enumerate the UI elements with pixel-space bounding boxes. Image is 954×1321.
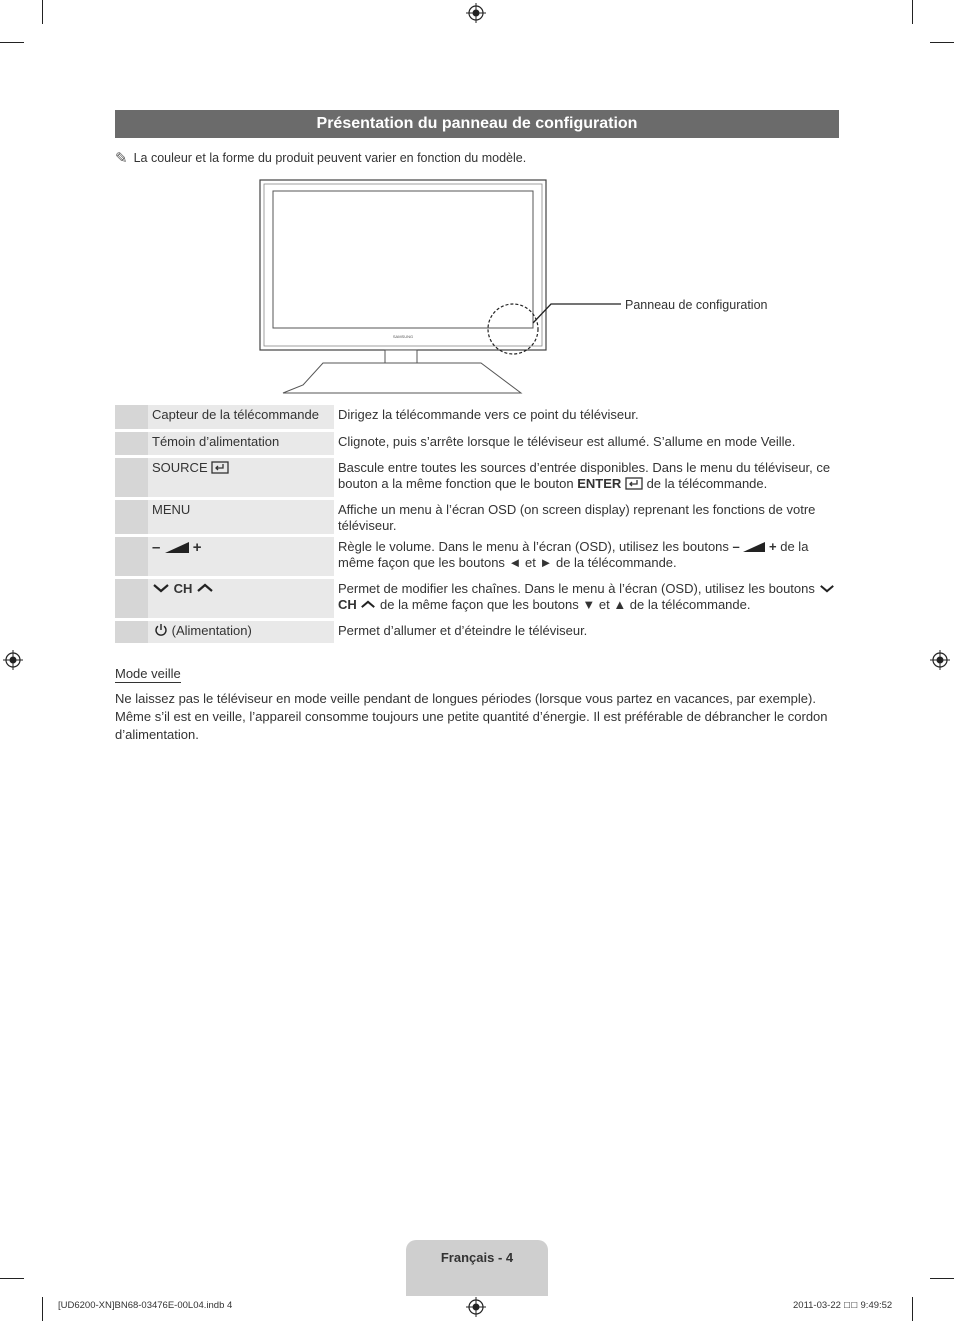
control-desc: Permet d’allumer et d’éteindre le téléviseur. [338,623,588,638]
volume-ramp-icon [165,542,189,553]
registration-mark-icon [466,3,486,23]
control-desc: Bascule entre toutes les sources d’entrée disponibles. Dans le menu du téléviseur, ce bouton a la même fonction que le bouton ENTER de la télécommande. [338,460,831,491]
model-note [115,149,526,167]
print-timestamp: 2011-03-22 ☐☐ 9:49:52 [793,1300,893,1311]
table-row [115,405,839,429]
chevron-up-icon [196,583,214,593]
enter-key-label: ENTER [577,476,622,491]
control-desc: Règle le volume. Dans le menu à l’écran (OSD), utilisez les boutons – + de la même façon que les boutons ◄ et ► de la télécommande. [338,539,809,570]
control-label [148,458,334,497]
table-row [115,500,839,534]
standby-text: Ne laissez pas le téléviseur en mode veille pendant de longues périodes (lorsque vous partez en vacances, par exemple). Même s’il est en veille, l’appareil consomme toujours une petite quantité d’énergie. Il est préférable de débrancher le cordon d’alimentation. [115,691,828,742]
enter-icon [211,461,229,474]
chevron-down-icon [819,584,835,593]
crop-mark [42,1297,43,1321]
control-label: – + [148,537,334,576]
chevron-down-icon [152,583,170,593]
note-text: La couleur et la forme du produit peuvent varier en fonction du modèle. [133,151,527,165]
tv-illustration [255,175,635,397]
callout-label: Panneau de configuration [625,298,768,312]
section-title: Présentation du panneau de configuration [316,115,638,132]
chevron-up-icon [360,600,376,609]
crop-mark [912,1297,913,1321]
page-number-tab [406,1240,548,1296]
control-desc: Dirigez la télécommande vers ce point du téléviseur. [338,407,639,422]
control-label: MENU [148,500,334,534]
control-desc: Clignote, puis s’arrête lorsque le téléviseur est allumé. S’allume en mode Veille. [338,434,796,449]
control-label: CH [148,579,334,618]
control-label: (Alimentation) [148,621,334,643]
crop-mark [930,1278,954,1279]
control-label: Témoin d’alimentation [148,432,334,455]
control-label: Capteur de la télécommande [148,405,334,429]
pencil-icon: ✎ [115,150,128,167]
brand-logo: SAMSUNG [392,334,414,339]
section-title-bar [115,110,839,138]
volume-ramp-icon [743,542,765,552]
table-row [115,537,839,576]
table-row [115,458,839,497]
control-desc: Affiche un menu à l’écran OSD (on screen display) reprenant les fonctions de votre téléviseur. [338,502,816,533]
crop-mark [42,0,43,24]
table-row [115,432,839,455]
control-desc: Permet de modifier les chaînes. Dans le menu à l’écran (OSD), utilisez les boutons CH de la même façon que les boutons ▼ et ▲ de la télécommande. [334,579,839,618]
registration-mark-icon [3,650,23,670]
crop-mark [0,42,24,43]
crop-mark [912,0,913,24]
crop-mark [930,42,954,43]
crop-mark [0,1278,24,1279]
enter-icon [625,477,643,490]
page-number: Français - 4 [440,1250,514,1265]
table-row [115,579,839,618]
registration-mark-icon [466,1297,486,1317]
standby-title: Mode veille [115,666,181,681]
file-info: [UD6200-XN]BN68-03476E-00L04.indb 4 [58,1300,233,1311]
controls-table [115,405,839,646]
registration-mark-icon [930,650,950,670]
table-row [115,621,839,643]
power-icon [154,623,168,637]
source-label: SOURCE [152,460,208,475]
